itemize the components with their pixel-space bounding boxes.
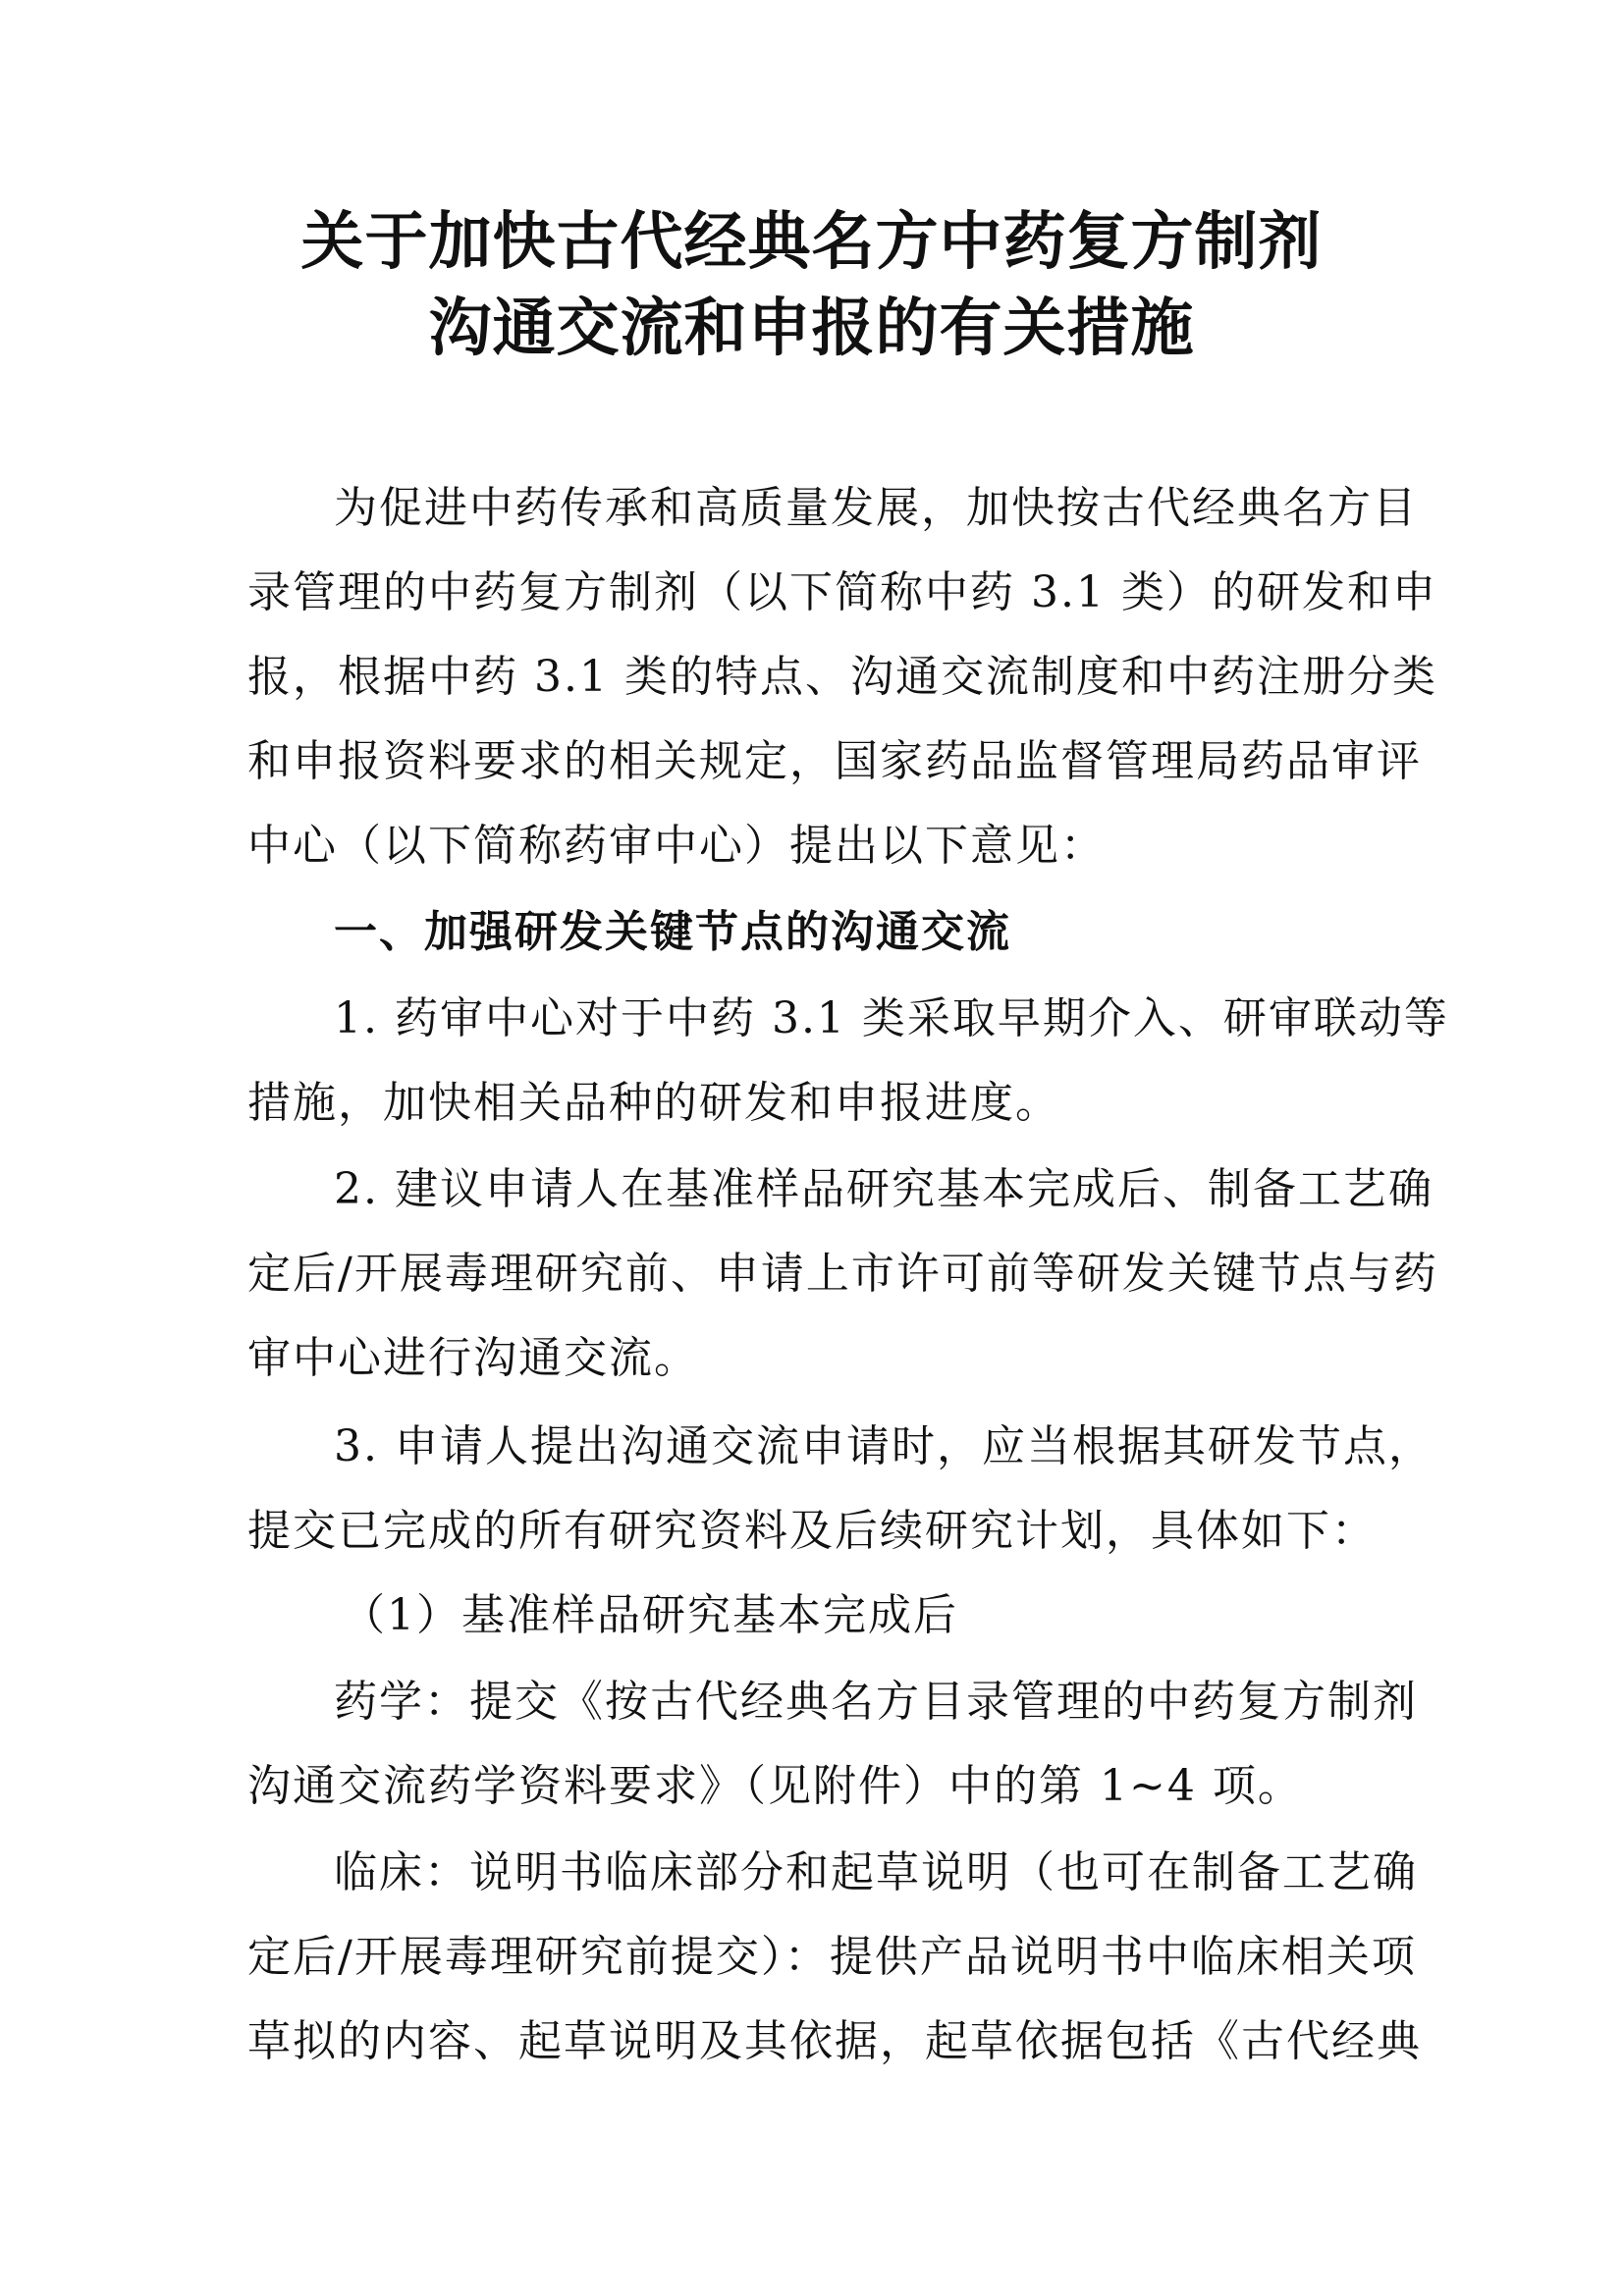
intro-line-1: 为促进中药传承和高质量发展，加快按古代经典名方目 (334, 483, 1418, 533)
clinical-line-3: 草拟的内容、起草说明及其依据，起草依据包括《古代经典 (247, 2016, 1422, 2066)
clinical-line-2: 定后/开展毒理研究前提交）：提供产品说明书中临床相关项 (247, 1932, 1417, 1982)
sub-item-1: （1）基准样品研究基本完成后 (342, 1590, 958, 1640)
intro-line-4: 和申报资料要求的相关规定，国家药品监督管理局药品审评 (247, 736, 1422, 786)
item-2-line-3: 审中心进行沟通交流。 (247, 1333, 699, 1383)
intro-line-3: 报，根据中药 3.1 类的特点、沟通交流制度和中药注册分类 (247, 652, 1437, 702)
item-3-line-1: 3. 申请人提出沟通交流申请时，应当根据其研发节点， (334, 1421, 1434, 1471)
pharmacy-line-1: 药学：提交《按古代经典名方目录管理的中药复方制剂 (334, 1677, 1418, 1727)
item-1-line-1: 1. 药审中心对于中药 3.1 类采取早期介入、研审联动等 (334, 993, 1449, 1043)
intro-line-5: 中心（以下简称药审中心）提出以下意见： (247, 821, 1106, 871)
intro-line-2: 录管理的中药复方制剂（以下简称中药 3.1 类）的研发和申 (247, 567, 1437, 617)
clinical-line-1: 临床：说明书临床部分和起草说明（也可在制备工艺确 (334, 1847, 1418, 1897)
item-2-line-2: 定后/开展毒理研究前、申请上市许可前等研发关键节点与药 (247, 1249, 1438, 1299)
document-title-line-2: 沟通交流和申报的有关措施 (428, 293, 1195, 365)
item-1-line-2: 措施，加快相关品种的研发和申报进度。 (247, 1078, 1060, 1128)
item-2-line-1: 2. 建议申请人在基准样品研究基本完成后、制备工艺确 (334, 1164, 1434, 1214)
section-heading-1: 一、加强研发关键节点的沟通交流 (334, 907, 1011, 957)
pharmacy-line-2: 沟通交流药学资料要求》（见附件）中的第 1~4 项。 (247, 1761, 1303, 1811)
document-title-line-1: 关于加快古代经典名方中药复方制剂 (300, 206, 1323, 279)
item-3-line-2: 提交已完成的所有研究资料及后续研究计划，具体如下： (247, 1506, 1377, 1556)
